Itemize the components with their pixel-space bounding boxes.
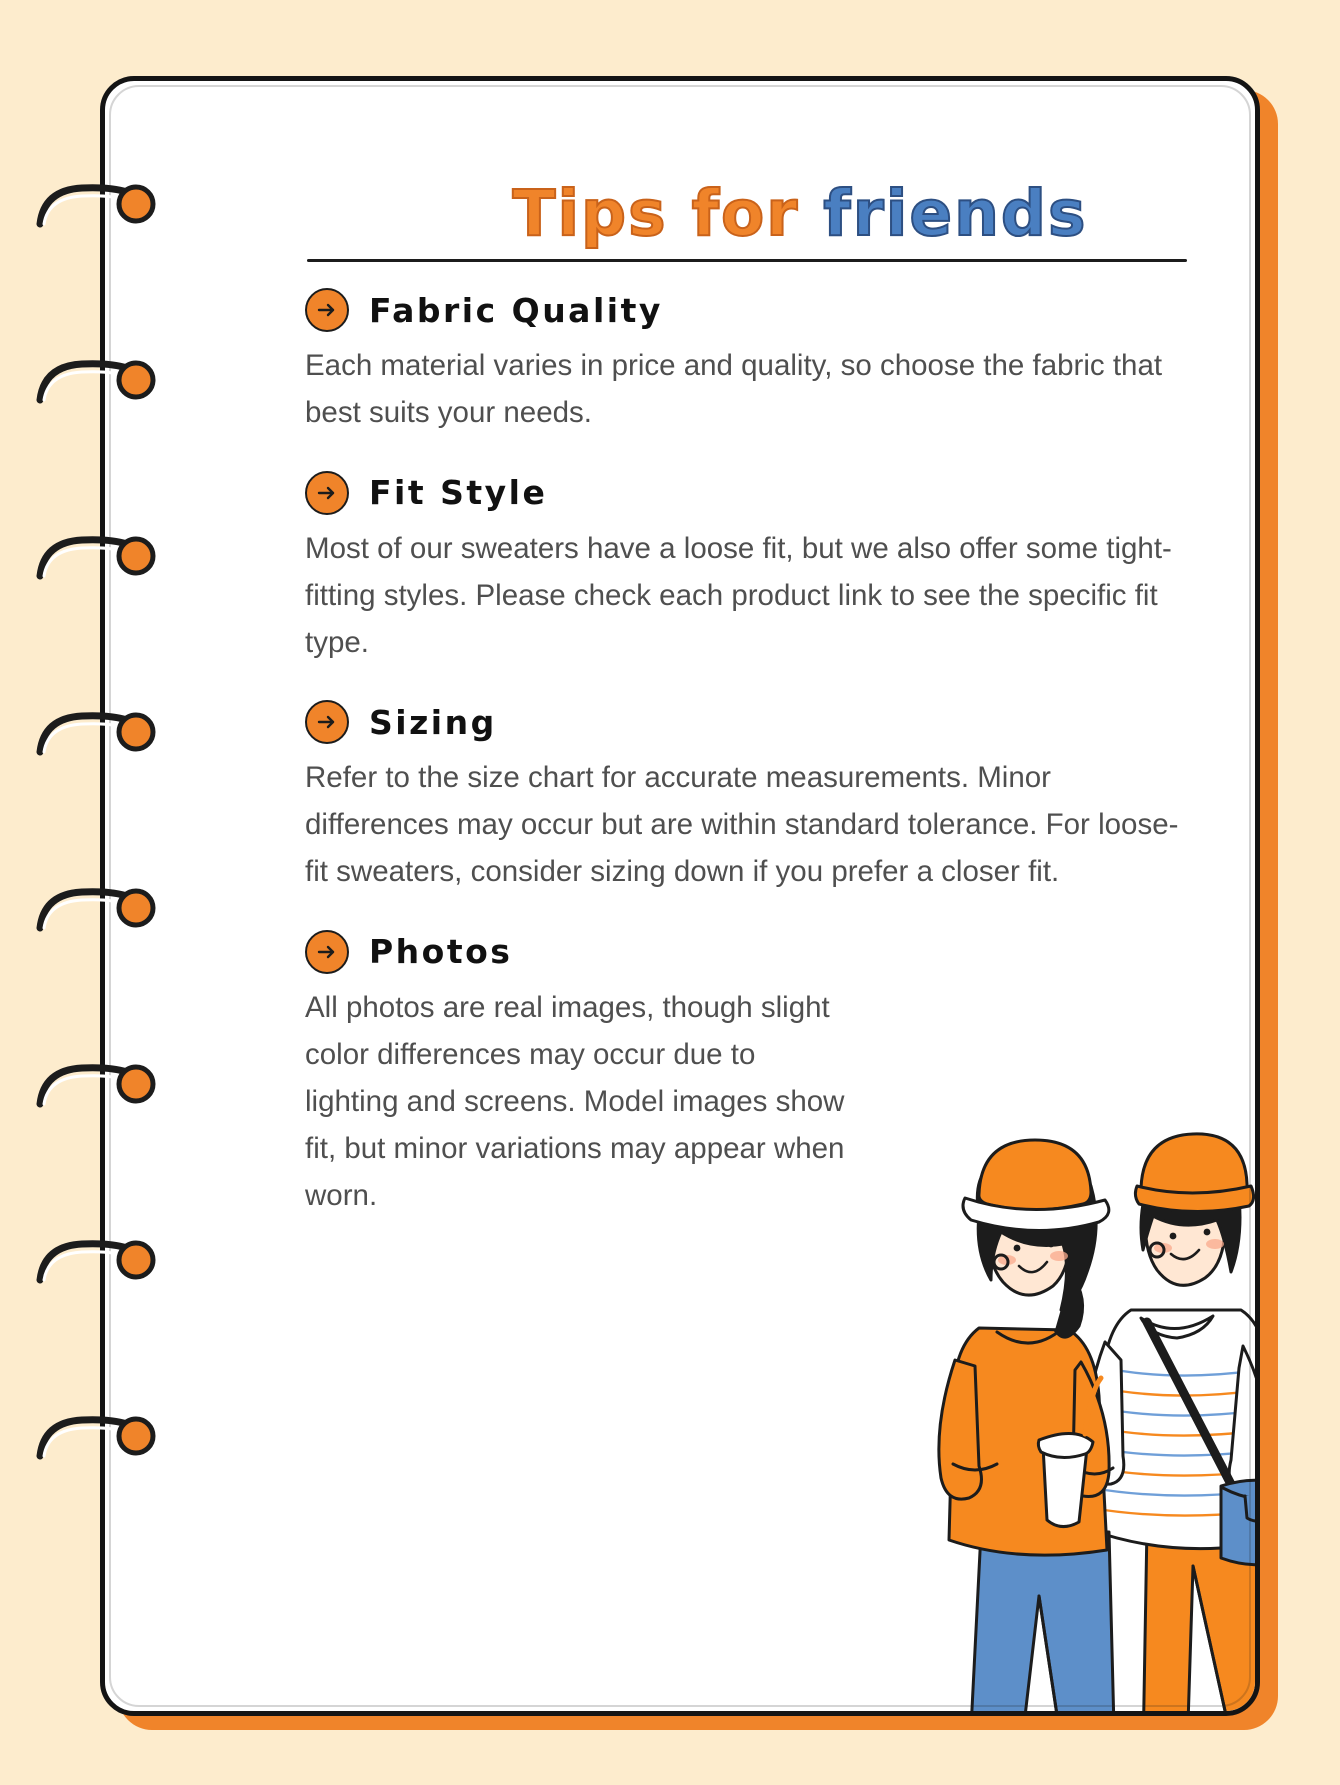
arrow-right-circle-icon [305, 700, 349, 744]
page-title [305, 177, 1260, 250]
section-heading: Fit Style [369, 473, 548, 513]
section-heading-row [305, 930, 1260, 974]
section-heading: Fabric Quality [369, 290, 663, 330]
note-card [100, 76, 1260, 1716]
section-body: Most of our sweaters have a loose fit, but we also offer some tight-fitting styles. Please check each product link to see the specific fit type. [305, 531, 1172, 659]
binder-ring [30, 180, 160, 238]
page-title-part-3: friends [823, 177, 1088, 250]
section-heading: Photos [369, 932, 513, 972]
binder-ring [30, 884, 160, 942]
binder-rings [30, 150, 180, 1600]
page-title-part-2: for [691, 177, 800, 250]
page-title-part-1: Tips [512, 177, 668, 250]
section-sizing [305, 700, 1260, 896]
binder-ring [30, 1236, 160, 1294]
section-body: Each material varies in price and quality, so choose the fabric that best suits your needs. [305, 349, 1163, 430]
binder-ring [30, 708, 160, 766]
section-fabric-quality [305, 288, 1260, 436]
binder-ring [30, 1412, 160, 1470]
section-fit-style [305, 471, 1260, 667]
section-heading-row [305, 700, 1260, 744]
two-friends-illustration [935, 1096, 1260, 1716]
section-heading: Sizing [369, 702, 497, 742]
section-heading-row [305, 288, 1260, 332]
card-content [305, 177, 1260, 1226]
binder-ring [30, 356, 160, 414]
arrow-right-circle-icon [305, 288, 349, 332]
section-body: All photos are real images, though slight color differences may occur due to lighting and screens. Model images show fit, but minor variations may appear when worn. [305, 990, 845, 1213]
binder-ring [30, 1060, 160, 1118]
arrow-right-circle-icon [305, 930, 349, 974]
title-divider [307, 259, 1187, 262]
section-body: Refer to the size chart for accurate measurements. Minor differences may occur but are within standard tolerance. For loose-fit sweaters, consider sizing down if you prefer a closer fit. [305, 761, 1179, 889]
arrow-right-circle-icon [305, 471, 349, 515]
binder-ring [30, 532, 160, 590]
section-heading-row [305, 471, 1260, 515]
